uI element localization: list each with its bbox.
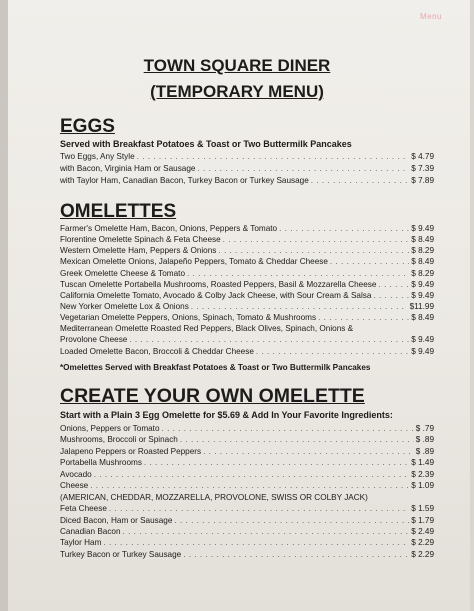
- dot-leader: [183, 550, 409, 559]
- menu-item-price: $ 9.49: [411, 335, 434, 345]
- menu-item-row: [60, 176, 434, 188]
- dot-leader: [256, 347, 409, 356]
- menu-item-row: [60, 313, 434, 324]
- dot-leader: [218, 246, 409, 255]
- menu-item-name: Mushrooms, Broccoli or Spinach: [60, 435, 178, 445]
- menu-item-row: [60, 291, 434, 302]
- menu-item-price: $ 8.29: [411, 268, 434, 278]
- menu-item-name: Provolone Cheese: [60, 335, 128, 345]
- menu-item-row: [60, 257, 434, 268]
- menu-item-name: with Taylor Ham, Canadian Bacon, Turkey Bacon or Turkey Sausage: [60, 176, 309, 185]
- menu-item-name: Jalapeno Peppers or Roasted Peppers: [60, 446, 202, 456]
- menu-item-row: [60, 235, 434, 246]
- menu-item-price: $ 1.79: [411, 515, 434, 525]
- dot-leader: [191, 302, 408, 311]
- dot-leader: [203, 447, 414, 456]
- menu-item-price: $ .89: [415, 435, 434, 445]
- menu-item-name: Greek Omelette Cheese & Tomato: [60, 268, 185, 278]
- restaurant-name: TOWN SQUARE DINER: [143, 56, 331, 75]
- menu-item-name: Portabella Mushrooms: [60, 458, 142, 468]
- menu-item-row: [60, 246, 434, 257]
- menu-item-price: $ 9.49: [411, 279, 434, 289]
- omelettes-section-title: OMELETTES: [60, 201, 177, 222]
- menu-item-price: $ 9.49: [411, 346, 434, 356]
- menu-item-name: Feta Cheese: [60, 504, 107, 514]
- menu-item-name: Two Eggs, Any Style: [60, 152, 135, 161]
- menu-item-name: Farmer's Omelette Ham, Bacon, Onions, Peppers & Tomato: [60, 224, 278, 233]
- menu-item-name: Turkey Bacon or Turkey Sausage: [60, 549, 182, 559]
- menu-item-row: [60, 164, 434, 176]
- menu-item-name: New Yorker Omelette Lox & Onions: [60, 301, 189, 311]
- menu-item-price: $ 1.49: [411, 458, 434, 468]
- menu-item-price: $ 1.59: [411, 504, 434, 514]
- menu-item-row: [60, 280, 434, 291]
- dot-leader: [90, 481, 409, 490]
- menu-item-price: $ 1.09: [411, 481, 434, 491]
- omelettes-list: [60, 224, 434, 358]
- menu-item-price: $ .89: [415, 446, 434, 456]
- menu-item-row: [60, 481, 434, 492]
- dot-leader: [311, 176, 409, 185]
- dot-leader: [109, 504, 409, 513]
- dot-leader: [94, 470, 410, 479]
- menu-item-name: Tuscan Omelette Portabella Mushrooms, Roasted Peppers, Basil & Mozzarella Cheese: [60, 279, 377, 289]
- menu-item-row: [60, 470, 434, 481]
- menu-item-price: $ 4.79: [411, 152, 434, 161]
- menu-item-name: with Bacon, Virginia Ham or Sausage: [60, 164, 196, 173]
- menu-item-name: (AMERICAN, CHEDDAR, MOZZARELLA, PROVOLONE, SWISS OR COLBY JACK): [60, 492, 368, 502]
- dot-leader: [378, 280, 409, 289]
- dot-leader: [197, 164, 409, 173]
- dot-leader: [187, 269, 409, 278]
- menu-item-row: [60, 324, 434, 335]
- menu-item-name: Cheese: [60, 481, 89, 491]
- menu-item-price: $ .79: [415, 424, 434, 433]
- dot-leader: [123, 527, 410, 536]
- menu-item-name: Florentine Omelette Spinach & Feta Cheese: [60, 235, 221, 245]
- menu-item-price: $ 9.49: [411, 224, 434, 233]
- dot-leader: [144, 458, 409, 467]
- eggs-list: [60, 152, 434, 188]
- menu-item-name: Diced Bacon, Ham or Sausage: [60, 515, 173, 525]
- menu-item-row: [60, 152, 434, 164]
- menu-item-row: [60, 347, 434, 358]
- dot-leader: [373, 291, 409, 300]
- menu-item-price: $ 8.49: [411, 257, 434, 267]
- menu-item-name: Mexican Omelette Onions, Jalapeño Peppers, Tomato & Cheddar Cheese: [60, 257, 328, 267]
- menu-item-price: $ 8.49: [411, 313, 434, 323]
- menu-item-name: Mediterranean Omelette Roasted Red Peppers, Black Olives, Spinach, Onions &: [60, 324, 354, 334]
- dot-leader: [162, 424, 414, 433]
- dot-leader: [137, 152, 410, 161]
- create-list: [60, 424, 434, 561]
- menu-item-price: $ 9.49: [411, 290, 434, 300]
- dot-leader: [330, 257, 409, 266]
- menu-item-row: [60, 527, 434, 538]
- menu-item-price: $ 8.29: [411, 246, 434, 256]
- menu-item-price: $ 7.39: [411, 164, 434, 173]
- create-subtitle: Start with a Plain 3 Egg Omelette for $5.69 & Add In Your Favorite Ingredients:: [60, 410, 393, 420]
- menu-item-price: $ 2.29: [411, 538, 434, 548]
- menu-item-name: California Omelette Tomato, Avocado & Colby Jack Cheese, with Sour Cream & Salsa: [60, 290, 372, 300]
- menu-item-name: Taylor Ham: [60, 538, 102, 548]
- menu-item-row: [60, 538, 434, 549]
- omelettes-note: *Omelettes Served with Breakfast Potatoes & Toast or Two Buttermilk Pancakes: [60, 363, 371, 372]
- dot-leader: [279, 224, 409, 233]
- menu-item-row: [60, 224, 434, 235]
- menu-item-row: [60, 269, 434, 280]
- menu-item-name: Vegetarian Omelette Peppers, Onions, Spinach, Tomato & Mushrooms: [60, 313, 317, 323]
- create-section-title: CREATE YOUR OWN OMELETTE: [60, 385, 365, 407]
- menu-item-price: $ 2.39: [411, 469, 434, 479]
- menu-item-row: [60, 504, 434, 515]
- menu-item-row: [60, 302, 434, 313]
- menu-subtitle: (TEMPORARY MENU): [150, 82, 324, 101]
- menu-item-row: [60, 458, 434, 469]
- dot-leader: [103, 538, 409, 547]
- menu-item-row: [60, 335, 434, 346]
- menu-item-price: $11.99: [409, 301, 434, 311]
- dot-leader: [318, 313, 409, 322]
- menu-item-name: Western Omelette Ham, Peppers & Onions: [60, 246, 217, 256]
- menu-item-row: [60, 424, 434, 435]
- eggs-section-title: EGGS: [60, 116, 115, 137]
- menu-item-row: [60, 435, 434, 446]
- eggs-subtitle: Served with Breakfast Potatoes & Toast or Two Buttermilk Pancakes: [60, 139, 352, 149]
- menu-item-name: Avocado: [60, 469, 92, 479]
- menu-item-row: [60, 447, 434, 458]
- menu-item-name: Loaded Omelette Bacon, Broccoli & Cheddar Cheese: [60, 346, 254, 356]
- menu-item-row: [60, 516, 434, 527]
- menu-item-name: Canadian Bacon: [60, 526, 121, 536]
- dot-leader: [174, 516, 409, 525]
- menu-item-row: [60, 493, 434, 504]
- menu-item-price: $ 2.49: [411, 526, 434, 536]
- dot-leader: [180, 435, 414, 444]
- menu-item-price: $ 2.29: [411, 549, 434, 559]
- menu-item-price: $ 7.89: [411, 176, 434, 185]
- menu-item-name: Onions, Peppers or Tomato: [60, 424, 160, 433]
- dot-leader: [223, 235, 410, 244]
- menu-item-price: $ 8.49: [411, 235, 434, 245]
- menu-item-row: [60, 550, 434, 561]
- dot-leader: [129, 335, 409, 344]
- watermark-stamp: Menu: [419, 12, 442, 21]
